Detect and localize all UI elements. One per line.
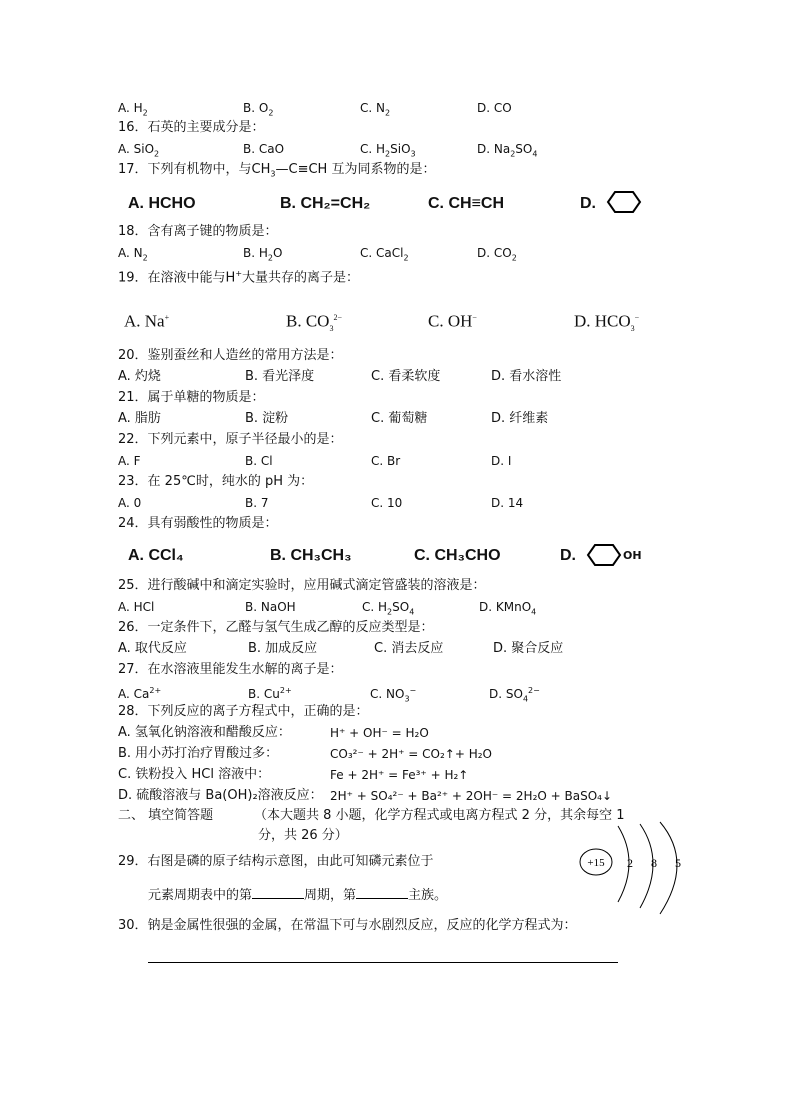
- q23-option-a: A. 0: [118, 496, 142, 510]
- q20-option-a: A. 灼烧: [118, 369, 161, 384]
- q15-option-b: B. $O_2$: [243, 101, 274, 118]
- q23-option-b: B. 7: [245, 496, 269, 510]
- q18-stem: 18．含有离子键的物质是：: [118, 224, 278, 239]
- q18-option-d: D. $CO_2$: [477, 246, 517, 263]
- q18-option-c: C. CaCl$_2$: [360, 246, 409, 263]
- q21-stem: 21．属于单糖的物质是：: [118, 390, 265, 405]
- q23-option-c: C. 10: [371, 496, 403, 510]
- q29-group-blank[interactable]: [356, 886, 408, 899]
- q19-stem: 19．在溶液中能与H+大量共存的离子是：: [118, 269, 360, 286]
- q29-period-blank[interactable]: [252, 886, 304, 899]
- q25-option-d: D. KMnO$_4$: [479, 600, 537, 617]
- benzene-ring-icon: [606, 190, 642, 214]
- shell-3-electrons: 5: [675, 856, 681, 870]
- phosphorus-atom-diagram: [578, 820, 718, 920]
- q29-line1: 29．右图是磷的原子结构示意图，由此可知磷元素位于: [118, 854, 434, 869]
- q21-option-d: D. 纤维素: [491, 411, 549, 426]
- section2-note-line2: 分，共 26 分）: [258, 828, 348, 843]
- q15-option-d: D. CO: [477, 101, 512, 115]
- q25-option-c: C. $H_2SO_4$: [362, 600, 415, 617]
- q28-option-c-equation: Fe + 2H⁺ = Fe³⁺ + H₂↑: [330, 768, 469, 782]
- q30-answer-line[interactable]: [148, 962, 618, 963]
- q18-option-a: A. $N_2$: [118, 246, 148, 263]
- q17-option-b: B. CH₂=CH₂: [280, 195, 371, 212]
- q26-option-c: C. 消去反应: [374, 641, 444, 656]
- q22-option-d: D. I: [491, 454, 512, 468]
- q20-option-d: D. 看水溶性: [491, 369, 562, 384]
- q26-stem: 26．一定条件下，乙醛与氢气生成乙醇的反应类型是：: [118, 620, 434, 635]
- q28-option-c-desc: C. 铁粉投入 HCl 溶液中：: [118, 767, 271, 782]
- q19-option-b: B. $CO_3^{2-}$: [286, 311, 342, 334]
- shell-2-electrons: 8: [651, 856, 657, 870]
- q16-option-b: B. CaO: [243, 142, 285, 156]
- q18-option-b: B. $H_2O$: [243, 246, 283, 263]
- q16-option-c: C. $H_2SiO_3$: [360, 142, 416, 159]
- q26-option-b: B. 加成反应: [248, 641, 318, 656]
- q19-option-c: C. OH−: [428, 311, 477, 331]
- section2-note-line1: （本大题共 8 小题，化学方程式或电离方程式 2 分，其余每空 1: [254, 808, 625, 823]
- q26-option-d: D. 聚合反应: [493, 641, 564, 656]
- q19-option-a: A. Na+: [124, 311, 170, 331]
- q28-option-b-desc: B. 用小苏打治疗胃酸过多：: [118, 746, 279, 761]
- q16-stem: 16．石英的主要成分是：: [118, 120, 265, 135]
- q22-option-c: C. Br: [371, 454, 401, 468]
- q25-stem: 25．进行酸碱中和滴定实验时，应用碱式滴定管盛装的溶液是：: [118, 578, 486, 593]
- q19-option-d: D. $HCO_3^-$: [574, 311, 640, 334]
- q16-option-a: A. SiO$_2$: [118, 142, 160, 159]
- q24-option-c: C. CH₃CHO: [414, 547, 501, 564]
- shell-1-electrons: 2: [627, 856, 633, 870]
- q25-option-a: A. HCl: [118, 600, 155, 614]
- q25-option-b: B. NaOH: [245, 600, 296, 614]
- q20-option-c: C. 看柔软度: [371, 369, 441, 384]
- phenol-ring-icon: [586, 543, 622, 567]
- q28-option-a-equation: H⁺ + OH⁻ = H₂O: [330, 726, 429, 740]
- q20-stem: 20．鉴别蚕丝和人造丝的常用方法是：: [118, 348, 343, 363]
- q28-stem: 28．下列反应的离子方程式中，正确的是：: [118, 704, 369, 719]
- q22-stem: 22．下列元素中，原子半径最小的是：: [118, 432, 343, 447]
- q30-stem: 30．钠是金属性很强的金属，在常温下可与水剧烈反应，反应的化学方程式为：: [118, 918, 577, 933]
- q21-option-c: C. 葡萄糖: [371, 411, 428, 426]
- q22-option-a: A. F: [118, 454, 141, 468]
- q15-option-a: A. $H_2$: [118, 101, 148, 118]
- q24-option-d: D.: [560, 547, 576, 564]
- q21-option-a: A. 脂肪: [118, 411, 161, 426]
- q15-option-c: C. $N_2$: [360, 101, 391, 118]
- section2-title: 二、 填空简答题: [118, 808, 214, 823]
- q28-option-d-desc: D. 硫酸溶液与 Ba(OH)₂溶液反应：: [118, 788, 323, 803]
- q29-line2: 元素周期表中的第 周期，第 主族。: [148, 888, 448, 903]
- q27-option-b: B. $Cu^{2+}$: [248, 686, 292, 701]
- q28-option-d-equation: 2H⁺ + SO₄²⁻ + Ba²⁺ + 2OH⁻ = 2H₂O + BaSO₄↓: [330, 789, 613, 803]
- q17-option-a: A. HCHO: [128, 195, 196, 212]
- atom-nucleus-label: +15: [587, 857, 605, 869]
- q23-stem: 23．在 25℃时，纯水的 pH 为：: [118, 474, 314, 489]
- q26-option-a: A. 取代反应: [118, 641, 187, 656]
- q27-option-a: A. $Ca^{2+}$: [118, 686, 162, 701]
- q28-option-a-desc: A. 氢氧化钠溶液和醋酸反应：: [118, 725, 291, 740]
- q17-stem: 17．下列有机物中，与$CH_3—C\equiv CH$ 互为同系物的是：: [118, 162, 436, 179]
- phenol-oh-label: OH: [623, 549, 642, 562]
- q24-option-b: B. CH₃CH₃: [270, 547, 352, 564]
- q23-option-d: D. 14: [491, 496, 524, 510]
- q17-option-c: C. CH≡CH: [428, 195, 505, 212]
- q16-option-d: D. $Na_2SO_4$: [477, 142, 538, 159]
- q22-option-b: B. Cl: [245, 454, 273, 468]
- q27-stem: 27．在水溶液里能发生水解的离子是：: [118, 662, 343, 677]
- q28-option-b-equation: CO₃²⁻ + 2H⁺ = CO₂↑+ H₂O: [330, 747, 492, 761]
- q24-option-a: A. CCl₄: [128, 547, 184, 564]
- q21-option-b: B. 淀粉: [245, 411, 289, 426]
- q27-option-d: D. $SO_4^{2-}$: [489, 686, 540, 704]
- q20-option-b: B. 看光泽度: [245, 369, 315, 384]
- q24-stem: 24．具有弱酸性的物质是：: [118, 516, 278, 531]
- q17-option-d: D.: [580, 195, 596, 212]
- q27-option-c: C. $NO_3^-$: [370, 686, 417, 704]
